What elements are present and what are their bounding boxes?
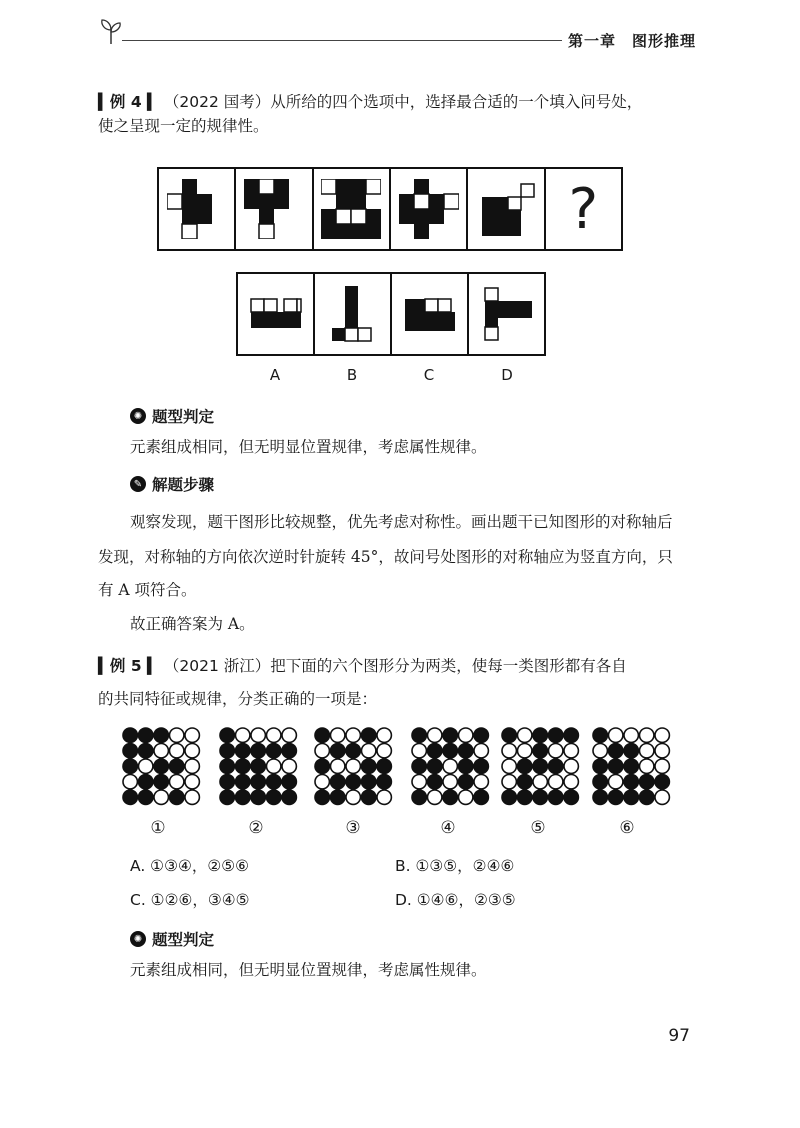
circle [123, 759, 137, 773]
circle [123, 775, 137, 789]
circle [331, 728, 345, 742]
circle [593, 775, 607, 789]
circle [609, 790, 623, 804]
circle [459, 744, 473, 758]
circle [139, 775, 153, 789]
circle [315, 775, 329, 789]
circle [412, 759, 426, 773]
circle [443, 775, 457, 789]
circle [170, 728, 184, 742]
circle [655, 744, 669, 758]
circle [428, 759, 442, 773]
circle [428, 728, 442, 742]
circle [154, 775, 168, 789]
solution-answer: 故正确答案为 A。 [130, 615, 255, 633]
example4-question [98, 90, 708, 138]
circle [564, 775, 578, 789]
circle [533, 744, 547, 758]
circle [267, 759, 281, 773]
circle [474, 790, 488, 804]
circle [609, 728, 623, 742]
circle [123, 790, 137, 804]
circle [346, 759, 360, 773]
circle [282, 759, 296, 773]
circle [123, 744, 137, 758]
circle [170, 775, 184, 789]
option-figure-a[interactable] [238, 274, 315, 354]
sun-icon: ✺ [130, 931, 146, 947]
circle [518, 790, 532, 804]
header-rule [122, 40, 562, 41]
circle [533, 790, 547, 804]
circle [609, 759, 623, 773]
circle [443, 728, 457, 742]
circle [518, 759, 532, 773]
circle [282, 790, 296, 804]
circle [315, 744, 329, 758]
circle [267, 744, 281, 758]
circle [412, 790, 426, 804]
circle [474, 775, 488, 789]
circle [346, 775, 360, 789]
circle-figure-3 [315, 728, 391, 804]
circle [377, 790, 391, 804]
choice-a[interactable]: A. ①③④，②⑤⑥ [130, 857, 250, 875]
section-type-judgement-2 [130, 928, 214, 950]
choice-b[interactable]: B. ①③⑤，②④⑥ [395, 857, 515, 875]
circle [154, 790, 168, 804]
question-figure-4 [391, 169, 468, 249]
circle [640, 728, 654, 742]
circle [502, 744, 516, 758]
circle [170, 744, 184, 758]
circle-figure-5 [502, 728, 578, 804]
circle [251, 790, 265, 804]
example4-options-row [236, 272, 546, 356]
circle [315, 759, 329, 773]
circle [251, 775, 265, 789]
option-figure-b[interactable] [315, 274, 392, 354]
circle [640, 759, 654, 773]
chapter-title: 第一章 图形推理 [567, 32, 696, 50]
example4-text-line2: 使之呈现一定的规律性。 [98, 117, 269, 135]
example4-question-row [157, 167, 623, 251]
circle [624, 775, 638, 789]
circle [474, 728, 488, 742]
circle [549, 759, 563, 773]
circle [331, 775, 345, 789]
circle [139, 790, 153, 804]
circle [593, 728, 607, 742]
circle [624, 728, 638, 742]
option-label-a: A [269, 366, 281, 384]
section-type-judgement [130, 405, 214, 427]
circle [236, 775, 250, 789]
circle [267, 790, 281, 804]
circle [346, 728, 360, 742]
circle [362, 759, 376, 773]
circle [139, 744, 153, 758]
circle [139, 728, 153, 742]
figure-label-1: ① [150, 818, 166, 838]
circle-figure-4 [412, 728, 488, 804]
circle [655, 775, 669, 789]
circle [315, 790, 329, 804]
circle [459, 759, 473, 773]
circle [251, 759, 265, 773]
circle [154, 728, 168, 742]
circle [377, 759, 391, 773]
circle [640, 790, 654, 804]
figure-label-5: ⑤ [530, 818, 546, 838]
question-figure-5 [468, 169, 545, 249]
circle [533, 775, 547, 789]
question-mark: ? [568, 176, 599, 242]
circle [459, 728, 473, 742]
circle [564, 744, 578, 758]
choice-c[interactable]: C. ①②⑥，③④⑤ [130, 891, 250, 909]
circle [533, 759, 547, 773]
circle [474, 744, 488, 758]
example4-text-line1: （2022 国考）从所给的四个选项中，选择最合适的一个填入问号处， [163, 93, 643, 111]
running-header [98, 18, 698, 58]
option-label-b: B [346, 366, 358, 384]
figure-label-6: ⑥ [619, 818, 635, 838]
section-type-judgement-2-title: 题型判定 [152, 931, 215, 949]
question-placeholder [546, 169, 621, 249]
solution-line-3: 有 A 项符合。 [98, 581, 197, 599]
section-solution-steps [130, 473, 214, 495]
section-type-judgement-text: 元素组成相同，但无明显位置规律，考虑属性规律。 [130, 438, 487, 456]
circle [220, 759, 234, 773]
solution-line-1: 观察发现，题干图形比较规整，优先考虑对称性。画出题干已知图形的对称轴后 [130, 513, 673, 531]
circle [502, 775, 516, 789]
circle [564, 728, 578, 742]
circle [185, 744, 199, 758]
option-label-d: D [501, 366, 513, 384]
example5-text-line2: 的共同特征或规律，分类正确的一项是： [98, 690, 378, 708]
circle [220, 744, 234, 758]
circle [533, 728, 547, 742]
circle [236, 744, 250, 758]
circle [655, 728, 669, 742]
circle [443, 744, 457, 758]
circle [315, 728, 329, 742]
circle [267, 775, 281, 789]
circle [220, 775, 234, 789]
circle [346, 744, 360, 758]
figure-label-3: ③ [345, 818, 361, 838]
circle [377, 744, 391, 758]
circle [412, 728, 426, 742]
choice-d[interactable]: D. ①④⑥，②③⑤ [395, 891, 516, 909]
circle [185, 790, 199, 804]
circle [655, 790, 669, 804]
circle [139, 759, 153, 773]
circle [459, 775, 473, 789]
circle [609, 744, 623, 758]
example5-question [98, 650, 708, 716]
circle [593, 790, 607, 804]
page-number: 97 [668, 1026, 690, 1046]
circle [655, 759, 669, 773]
circle [564, 759, 578, 773]
circle-figure-6 [593, 728, 669, 804]
figure-label-2: ② [248, 818, 264, 838]
circle [549, 744, 563, 758]
circle-figure-2 [220, 728, 296, 804]
example5-mark: ▍例 5 ▍ [98, 657, 159, 675]
circle [564, 790, 578, 804]
circle [154, 744, 168, 758]
circle [640, 775, 654, 789]
option-figure-d[interactable] [469, 274, 544, 354]
example4-mark: ▍例 4 ▍ [98, 93, 159, 111]
circle [362, 790, 376, 804]
solution-line-2: 发现，对称轴的方向依次逆时针旋转 45°，故问号处图形的对称轴应为竖直方向，只 [98, 548, 673, 566]
circle [236, 790, 250, 804]
option-figure-c[interactable] [392, 274, 469, 354]
circle [170, 790, 184, 804]
circle [267, 728, 281, 742]
circle [123, 728, 137, 742]
circle [170, 759, 184, 773]
example5-figures [115, 724, 685, 808]
circle [549, 790, 563, 804]
circle [518, 775, 532, 789]
circle [428, 744, 442, 758]
option-label-c: C [423, 366, 435, 384]
circle [502, 728, 516, 742]
circle [412, 775, 426, 789]
section-type-judgement-title: 题型判定 [152, 408, 215, 426]
circle [236, 759, 250, 773]
circle [282, 728, 296, 742]
circle [609, 775, 623, 789]
circle [236, 728, 250, 742]
circle [251, 744, 265, 758]
circle [624, 744, 638, 758]
section-solution-steps-title: 解题步骤 [152, 476, 215, 494]
circle [412, 744, 426, 758]
question-figure-3 [314, 169, 391, 249]
compass-icon: ✎ [130, 476, 146, 492]
sprout-icon [98, 18, 124, 46]
circle [549, 775, 563, 789]
circle [549, 728, 563, 742]
circle [282, 775, 296, 789]
circle [220, 728, 234, 742]
circle [624, 759, 638, 773]
circle [251, 728, 265, 742]
circle [624, 790, 638, 804]
circle [362, 775, 376, 789]
circle [331, 790, 345, 804]
circle [377, 775, 391, 789]
section-type-judgement-2-text: 元素组成相同，但无明显位置规律，考虑属性规律。 [130, 961, 487, 979]
circle [220, 790, 234, 804]
question-figure-2 [236, 169, 313, 249]
circle [185, 775, 199, 789]
circle [518, 728, 532, 742]
circle [331, 744, 345, 758]
circle [459, 790, 473, 804]
circle [502, 790, 516, 804]
circle [362, 744, 376, 758]
circle [518, 744, 532, 758]
sun-icon: ✺ [130, 408, 146, 424]
circle [443, 790, 457, 804]
circle [282, 744, 296, 758]
circle [428, 790, 442, 804]
circle [640, 744, 654, 758]
circle [154, 759, 168, 773]
question-figure-1 [159, 169, 236, 249]
figure-label-4: ④ [440, 818, 456, 838]
circle [185, 759, 199, 773]
circle [443, 759, 457, 773]
circle [377, 728, 391, 742]
circle [593, 759, 607, 773]
circle [331, 759, 345, 773]
circle-figure-1 [123, 728, 199, 804]
example5-text-line1: （2021 浙江）把下面的六个图形分为两类，使每一类图形都有各自 [163, 657, 627, 675]
circle [428, 775, 442, 789]
circle [474, 759, 488, 773]
circle [185, 728, 199, 742]
circle [346, 790, 360, 804]
circle [502, 759, 516, 773]
circle [593, 744, 607, 758]
circle [362, 728, 376, 742]
